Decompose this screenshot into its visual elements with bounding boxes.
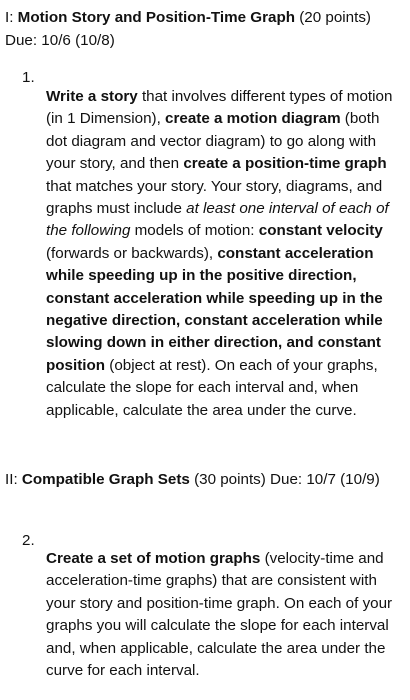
section-1-roman: I:: [5, 9, 18, 26]
bold-text-run: Write a story: [46, 88, 138, 105]
bold-text-run: create a motion diagram: [165, 110, 341, 128]
section-1-heading: [5, 6, 401, 52]
text-run: (velocity-time and acceleration-time graphs) that are consistent with your story and position-time graph. On each of your graphs you will calculate the slope for each interval and, when applicable, calculate the area under the curve for each interval.: [46, 550, 393, 680]
bold-text-run: constant acceleration while speeding up in the positive direction, constant acceleration while speeding up in the negative direction, constant acceleration while slowing down in either direction, and constant position: [46, 244, 383, 374]
text-run: that matches your story. Your story, diagrams, and graphs must include: [46, 177, 383, 218]
bold-text-run: Create a set of motion graphs: [46, 550, 261, 567]
section-2-title: Compatible Graph Sets: [21, 471, 190, 488]
section-2-heading: [5, 468, 401, 491]
text-run: (forwards or backwards),: [46, 244, 218, 262]
item-number-1: 1.: [22, 69, 35, 86]
section-1-details: (20 points) Due: 10/6 (10/8): [5, 9, 371, 49]
section-1-instructions: [46, 86, 400, 422]
text-run: (both dot diagram and vector diagram) to go along with your story, and then: [46, 110, 380, 173]
bold-text-run: create a position-time graph: [183, 155, 387, 173]
section-2-instructions: [46, 548, 400, 682]
text-run: (object at rest). On each of your graphs, calculate the slope for each interval and, when applicable, calculate the area under the curve.: [46, 356, 378, 419]
section-1-title: Motion Story and Position-Time Graph: [17, 9, 295, 26]
section-2-details: (30 points) Due: 10/7 (10/9): [189, 471, 380, 488]
text-run: models of motion:: [130, 222, 259, 240]
item-number-2: 2.: [22, 532, 35, 549]
text-run: that involves different types of motion (in 1 Dimension),: [46, 88, 393, 128]
section-2-roman: II:: [5, 471, 22, 488]
bold-text-run: constant velocity: [258, 222, 383, 240]
italic-text-run: at least one interval of each of the following: [46, 200, 389, 240]
